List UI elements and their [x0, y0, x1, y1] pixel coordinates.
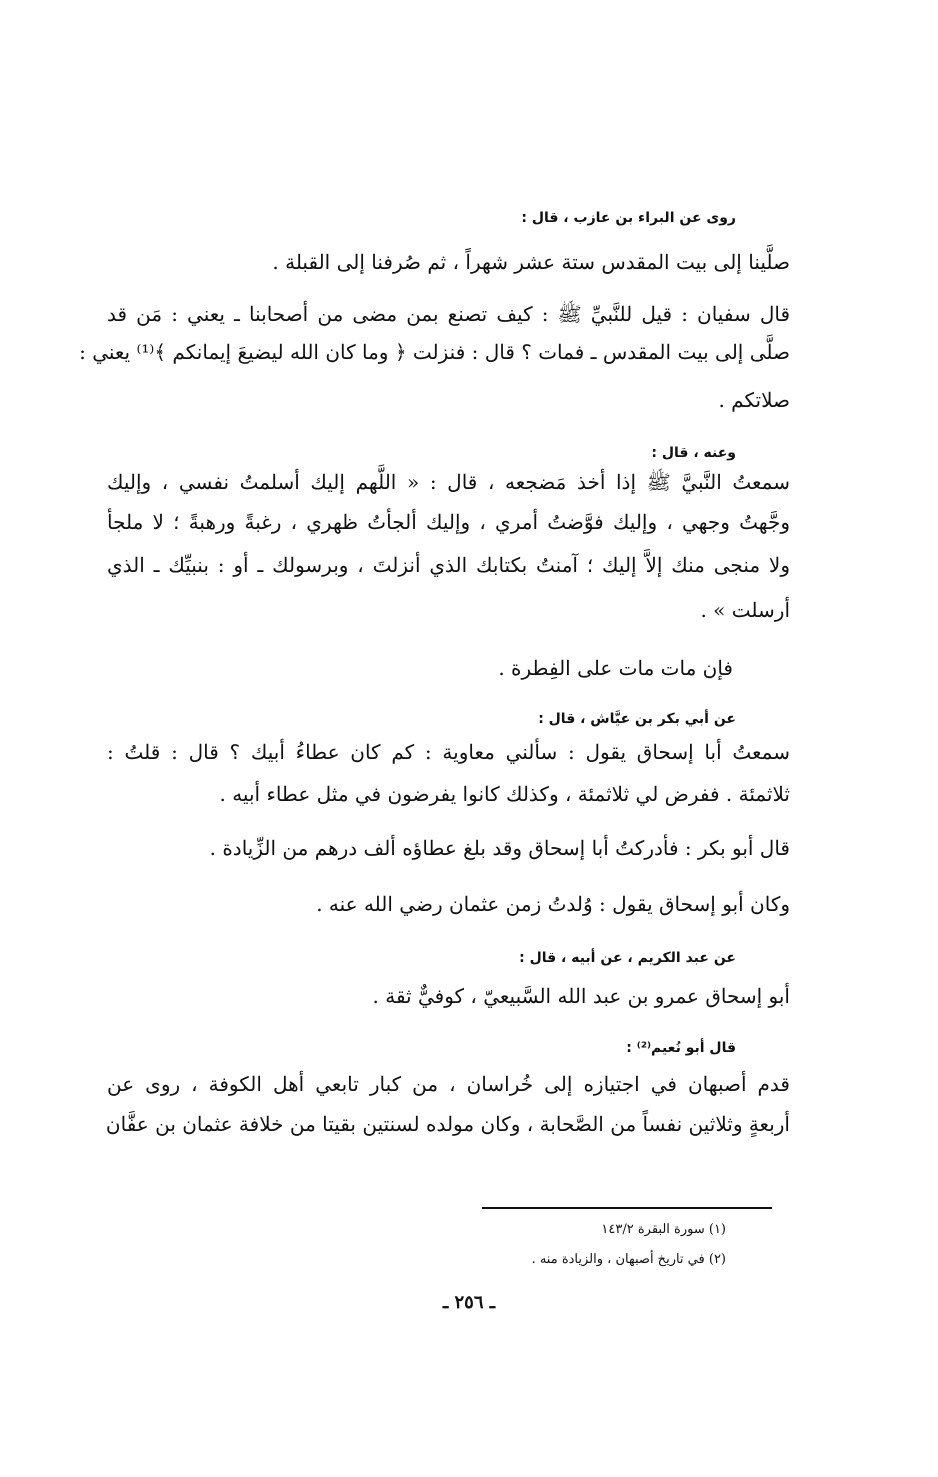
- narration-heading: روى عن البراء بن عازب ، قال :: [521, 210, 736, 226]
- body-line: ثلاثمئة . ففرض لي ثلاثمئة ، وكذلك كانوا يفرضون في مثل عطاء أبيه .: [219, 782, 790, 806]
- body-line: أبو إسحاق عمرو بن عبد الله السَّبيعيّ ، كوفيٌّ ثقة .: [372, 984, 790, 1008]
- body-line: وجَّهتُ وجهي ، وإليك فوَّضتُ أمري ، وإليك ألجأتُ ظهري ، رغبةً ورهبةً ؛ لا ملجأ: [107, 510, 790, 534]
- body-line: سمعتُ النَّبيَّ ﷺ إذا أخذ مَضجعه ، قال : « اللَّهم إليك أسلمتُ نفسي ، وإليك: [107, 470, 790, 494]
- narration-heading: عن أبي بكر بن عيَّاش ، قال :: [538, 711, 736, 727]
- body-line: فإن مات مات على الفِطرة .: [498, 656, 733, 680]
- body-line: قال سفيان : قيل للنَّبيِّ ﷺ : كيف تصنع بمن مضى من أصحابنا ـ يعني : مَن قد: [107, 302, 790, 326]
- body-line: أرسلت » .: [700, 598, 790, 622]
- body-line: سمعتُ أبا إسحاق يقول : سألني معاوية : كم كان عطاءُ أبيك ؟ قال : قلتُ :: [107, 740, 790, 764]
- page-number: ـ ٢٥٦ ـ: [442, 1292, 496, 1313]
- body-line: ولا منجى منك إلاَّ إليك ؛ آمنتُ بكتابك الذي أنزلتَ ، وبرسولك ـ أو : بنبيِّك ـ الذي: [107, 553, 790, 577]
- body-line: أربعةٍ وثلاثين نفساً من الصَّحابة ، وكان مولده لسنتين بقيتا من خلافة عثمان بن عفَّان: [105, 1112, 790, 1136]
- body-line: وكان أبو إسحاق يقول : وُلدتُ زمن عثمان رضي الله عنه .: [316, 892, 790, 916]
- body-line: قدم أصبهان في اجتيازه إلى خُراسان ، من كبار تابعي أهل الكوفة ، روى عن: [107, 1072, 790, 1096]
- narration-heading: قال أبو نُعيم⁽²⁾ :: [626, 1040, 736, 1056]
- footnote: (٢) في تاريخ أصبهان ، والزيادة منه .: [531, 1252, 726, 1267]
- footnote: (١) سورة البقرة ١٤٣/٢: [601, 1222, 726, 1237]
- body-line: صلاتكم .: [718, 388, 790, 412]
- narration-heading: وعنه ، قال :: [651, 445, 736, 461]
- body-line: قال أبو بكر : فأدركتُ أبا إسحاق وقد بلغ عطاؤه ألف درهم من الزِّيادة .: [209, 836, 790, 860]
- footnote-divider: [482, 1207, 772, 1209]
- body-line: صلَّينا إلى بيت المقدس ستة عشر شهراً ، ثم صُرفنا إلى القبلة .: [272, 250, 790, 274]
- body-line: صلَّى إلى بيت المقدس ـ فمات ؟ قال : فنزلت ﴿ وما كان الله ليضيعَ إيمانكم ﴾⁽¹⁾ يعني :: [79, 340, 790, 364]
- narration-heading: عن عبد الكريم ، عن أبيه ، قال :: [519, 950, 736, 966]
